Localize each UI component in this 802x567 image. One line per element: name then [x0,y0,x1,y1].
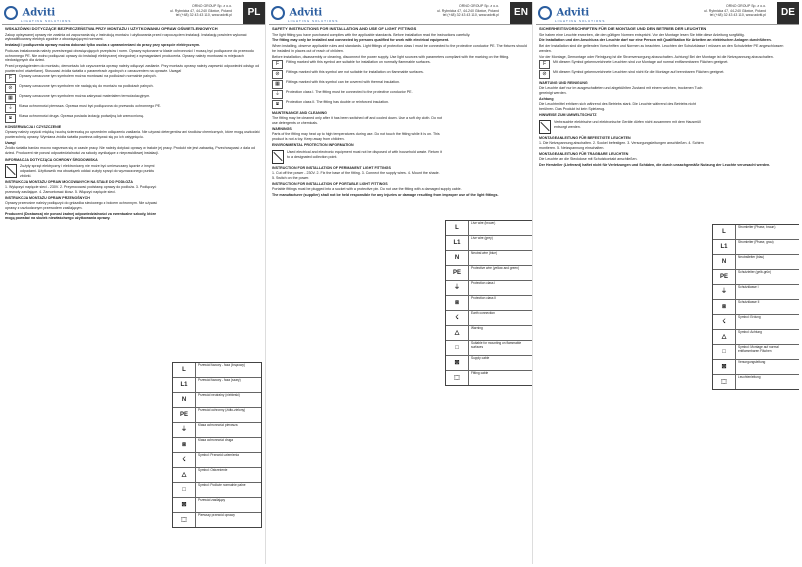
legend-text: Versorgungsleitung [738,360,766,364]
legend-symbol: △ [173,468,196,482]
brand-logo: Adviti LIGHTING SOLUTIONS [4,4,76,22]
section-heading: WARTUNG UND REINIGUNG [539,81,588,86]
symbol-row: F Fitting marked with this symbol are suitable for installation on normally flammable surfaces. [272,60,529,69]
symbol-row: ⊘ Oprawy oznaczone tym symbolem nie nadają się do montażu na podłożach palnych. [5,84,262,93]
section-heading: MONTAGEANLEITUNG FÜR TRAGBARE LEUCHTEN [539,152,629,157]
footer-note: Producent (Dostawca) nie ponosi żadnej odpowiedzialności za ewentualne szkody, które mogą powstać na skutek niewłaściwego użytkowania oprawy. [5,211,157,221]
legend-symbol: PE [173,408,196,422]
legend-row [713,330,799,345]
legend-row [173,468,261,483]
legend-row [446,236,533,251]
symbol-row: ⊘ Fittings marked with this symbol are not suitable for installation on flammable surfaces. [272,70,529,79]
legend-symbol: L [713,225,736,239]
content-de: SICHERHEITSVORSCHRIFTEN FÜR DIE MONTAGE UND DEN BETRIEB DER LEUCHTEN Sie haben eine Leuchte erworben, die den gültigen Normen entspricht. Vor der Montage lesen Sie bitte diese Anleitung sorgfältig. Die Installation und den Anschluss der Leuchte darf nur eine Person mit Qualifikation für Arbeiten an elektrischen Anlagen durchführen. Bei der Installation sind die geltenden Vorschriften und Normen zu beachten. Leuchten der Schutzklasse I müssen an den Schutzleiter PE angeschlossen werden. Vor der Montage, Demontage oder Reinigung ist die Stromversorgung abzuschalten. Achtung! Bei der Montage ist die Netzspannung abzuschalten. F Mit diesem Symbol gekennzeichnete Leuchten sind zur Montage auf normal entflammbaren Flächen geeignet. ⊘ Mit diesem Symbol gekennzeichnete Leuchten sind nicht für die Montage auf brennbaren Flächen geeignet. WARTUNG UND REINIGUNG Die Leuchte darf nur im ausgeschalteten und abgekühlten Zustand mit einem weichen, trockenen Tuch gereinigt werden. Achtung Die Leuchtmittel erhitzen sich während des Betriebs stark. Die Leuchte während des Betriebs nicht berühren. Das Produkt ist kein Spielzeug. HINWEISE ZUM UMWELTSCHUTZ Verbrauchte elektrische und elektronische Geräte dürfen nicht zusammen mit dem Hausmüll entsorgt werden. MONTAGEANLEITUNG FÜR BEFESTIGTE LEUCHTEN 1. Die Netzspannung abschalten. 2. Sockel befestigen. 3. Versorgungsleitungen anschließen. 4. Schirm montieren. 5. Netzspannung einschalten. MONTAGEANLEITUNG FÜR TRAGBARE LEUCHTEN Die Leuchte an die Steckdose mit Schutzkontakt anschließen. Der Hersteller (Lieferant) haftet nicht für Verletzungen und Schäden, die durch unsachgemäße Nutzung der Leuchte verursacht werden. [536,25,799,170]
legend-symbol: ⏚ [713,285,736,299]
logo-icon [4,6,18,20]
symbol-row: ⏚ Klasa ochronności pierwsza. Oprawa musi być podłączona do przewodu ochronnego PE. [5,104,262,113]
footer-note: Der Hersteller (Lieferant) haftet nicht für Verletzungen und Schäden, die durch unsachgemäße Nutzung der Leuchte verursacht werden. [539,162,771,167]
legend-row [173,513,261,527]
legend-symbol: L [446,221,469,235]
title: SICHERHEITSVORSCHRIFTEN FÜR DIE MONTAGE UND DEN BETRIEB DER LEUCHTEN [539,26,707,31]
intro: Zakup opisywanej oprawy nie zwalnia od zapoznania się z instrukcją montażu i użytkowania przed rozpoczęciem instalacji. Instalację powinien wykonać wykwalifikowany elektryk zgodnie z obowiązującymi normami. [5,32,247,42]
legend-symbol: □ [446,341,469,355]
legend-text: Protection class II [471,296,497,300]
legend-row [446,356,533,371]
company-address: ORNO GROUP Sp. z o.o. ul. Rybnicka 47, 44-240 Gliwice, Poland tel (+48) 32 43 43 110, www.adviti.pl [437,4,499,17]
legend-text: Protective wire (yellow and green) [471,266,520,270]
legend-text: Przewód fazowy - faza (szary) [198,378,241,382]
class-1-icon: ⏚ [5,104,16,113]
legend-text: Przewód neutralny (niebieski) [198,393,240,397]
symbol-row: F Mit diesem Symbol gekennzeichnete Leuchten sind zur Montage auf normal entflammbaren Flächen geeignet. [539,60,796,69]
text-with-legend: WARTUNG UND REINIGUNG Die Leuchte darf nur im ausgeschalteten und abgekühlten Zustand mit einem weichen, trockenen Tuch gereinigt werden. Achtung Die Leuchtmittel erhitzen sich während des Betriebs stark. Die Leuchte während des Betriebs nicht berühren. Das Produkt ist kein Spielzeug. HINWEISE ZUM UMWELTSCHUTZ Verbrauchte elektrische und elektronische Geräte dürfen nicht zusammen mit dem Hausmüll entsorgt werden. MONTAGEANLEITUNG FÜR BEFESTIGTE LEUCHTEN 1. Die Netzspannung abschalten. 2. Sockel befestigen. 3. Versorgungsleitungen anschließen. 4. Schirm montieren. 5. Netzspannung einschalten. [539,81,709,150]
legend-row [713,300,799,315]
legend-symbol: PE [446,266,469,280]
legend-row [173,483,261,498]
column-en [269,2,533,564]
legend-row [713,345,799,360]
legend-row [446,266,533,281]
brand-logo: Adviti LIGHTING SOLUTIONS [538,4,610,22]
legend-text: Pierwszy przewód oprawy [198,513,235,517]
legend-symbol: ⧈ [446,296,469,310]
legend-row [173,423,261,438]
legend-symbol: ☇ [713,315,736,329]
legend-row [713,360,799,375]
legend-text: Earth connection [471,311,495,315]
insulation-icon: ▦ [5,94,16,103]
header-en [269,2,532,25]
legend-text: Schutzleiter (gelb-grün) [738,270,772,274]
legend-text: Symbol: Montage auf normal entflammbaren Flächen [738,345,779,353]
legend-text: Przewód fazowy - faza (brązowy) [198,363,245,367]
symbol-legend-pl [172,362,262,528]
legend-text: Suitable for mounting on flammable surfaces [471,341,522,349]
header-de [536,2,799,25]
content-pl: WSKAZÓWKI DOTYCZĄCE BEZPIECZEŃSTWA PRZY MONTAŻU I UŻYTKOWANIU OPRAW OŚWIETLENIOWYCH Zakup opisywanej oprawy nie zwalnia od zapoznania się z instrukcją montażu i użytkowania przed rozpoczęciem instalacji. Instalację powinien wykonać wykwalifikowany elektryk zgodnie z obowiązującymi normami. Instalacji i podłączenia oprawy można dokonać tylko osoba z uprawnieniami do pracy przy sprzęcie elektrycznym. Podczas instalowania należy przestrzegać obowiązujących przepisów i norm. Oprawy wykonane w klasie ochronności I muszą być podłączone do przewodu ochronnego PE. Nie wolno podłączać oprawy do instalacji elektrycznej niezgodnej z wymaganiami producenta. Oprawy należy montować w miejscach niedostępnych dla dzieci. Przed przystąpieniem do montażu, demontażu lub czyszczenia oprawy należy odłączyć zasilanie. Przy montażu oprawy należy zapewnić odpowiedni odstęp od powierzchni oświetlanej. Stosować źródła światła o parametrach zgodnych z oznaczeniem na oprawie. Uwaga! F Oprawy oznaczone tym symbolem można montować na podłożach normalnie palnych. ⊘ Oprawy oznaczone tym symbolem nie nadają się do montażu na podłożach palnych. ▦ Oprawy oznaczone tym symbolem można zakrywać materiałem termoizolacyjnym. ⏚ Klasa ochronności pierwsza. Oprawa musi być podłączona do przewodu ochronnego PE. ⧈ Klasa ochronności druga. Oprawa posiada izolację podwójną lub wzmocnioną. KONSERWACJA I CZYSZCZENIE Oprawy należy czyścić miękką i suchą ściereczką po uprzednim odłączeniu zasilania. Nie używać detergentów ani środków chemicznych, które mogą uszkodzić powierzchnię oprawy. Wymiana źródła światła powinna odbywać się po ich ostygnięciu. Uwagi Źródło światła bardzo mocno nagrzewa się w czasie pracy. Nie należy dotykać oprawy w trakcie jej pracy. Produkt nie jest zabawką. Przechowywać z dala od dzieci. Producent nie ponosi odpowiedzialności za szkody wynikające z nieprawidłowej instalacji. INFORMACJA DOTYCZĄCA OCHRONY ŚRODOWISKA Zużyty sprzęt elektryczny i elektroniczny nie może być umieszczany łącznie z innymi odpadami. Użytkownik ma obowiązek oddać zużyty sprzęt do wyznaczonego punktu zbiórki. INSTRUKCJA MONTAŻU OPRAW MOCOWANYCH NA STAŁE DO PODŁOŻA 1. Wyłączyć napięcie sieci - 230V. 2. Przymocować podstawę oprawy do podłoża. 3. Podłączyć przewody zasilające. 4. Zamontować klosz. 5. Włączyć napięcie sieci. INSTRUKCJA MONTAŻU OPRAW PRZENOŚNYCH Oprawy przenośne należy podłączyć do gniazdka sieciowego z bolcem ochronnym. Nie używać oprawy z uszkodzonym przewodem zasilającym. Producent (Dostawca) nie ponosi żadnej odpowiedzialności za ewentualne szkody, które mogą powstać na skutek niewłaściwego użytkowania oprawy. [2,25,265,224]
legend-row [713,270,799,285]
legend-symbol: ⬚ [446,371,469,385]
legend-row [446,221,533,236]
legend-symbol: ⏚ [446,281,469,295]
legend-text: Schutzklasse II [738,300,760,304]
brand-logo: Adviti LIGHTING SOLUTIONS [271,4,343,22]
legend-text: Symbol: Erdung [738,315,761,319]
flammable-ok-icon: F [539,60,550,69]
legend-symbol: ⊠ [446,356,469,370]
legend-symbol: PE [713,270,736,284]
flammable-no-icon: ⊘ [5,84,16,93]
legend-row [713,225,799,240]
symbol-legend-en [445,220,533,386]
footer-note: The manufacturer (supplier) shall not be held responsible for any injuries or damage resulting from improper use of the light fittings. [272,192,499,197]
legend-text: Stromleiter (Phase, grau) [738,240,774,244]
legend-text: Przewód ochronny (żółto-zielony) [198,408,246,412]
warning-bold: Instalacji i podłączenia oprawy można dokonać tylko osoba z uprawnieniami do pracy przy sprzęcie elektrycznym. [5,43,201,48]
legend-text: Schutzklasse I [738,285,759,289]
language-badge-en: EN [510,2,532,24]
insulation-icon: ▦ [272,80,283,89]
legend-symbol: L1 [446,236,469,250]
class-1-icon: ⏚ [272,90,283,99]
section-heading: ENVIRONMENTAL PROTECTION INFORMATION [272,143,354,148]
legend-symbol: ⬚ [713,375,736,389]
crossed-bin-icon [272,150,284,164]
legend-symbol: N [713,255,736,269]
legend-row [713,240,799,255]
legend-text: Fitting cable [471,371,489,375]
flammable-no-icon: ⊘ [539,70,550,79]
crossed-bin-icon [5,164,17,178]
symbol-row: ⏚ Protection class I. The fitting must be connected to the protective conductor PE. [272,90,529,99]
title: SAFETY INSTRUCTIONS FOR INSTALLATION AND USE OF LIGHT FITTINGS [272,26,417,31]
paragraph: Podczas instalowania należy przestrzegać obowiązujących przepisów i norm. Oprawy wykonane w klasie ochronności I muszą być podłączone do przewodu ochronnego PE. Nie wolno podłączać oprawy do instalacji elektrycznej niezgodnej z wymaganiami producenta. Oprawy należy montować w miejscach niedostępnych dla dzieci. [5,48,254,63]
legend-text: Protection class I [471,281,496,285]
section-heading: INSTRUCTION FOR INSTALLATION OF PERMANENT LIGHT FITTINGS [272,166,391,171]
language-badge-de: DE [777,2,799,24]
symbol-row: ⧈ Protection class II. The fitting has double or reinforced insulation. [272,100,529,109]
legend-row [446,296,533,311]
legend-row [713,315,799,330]
crossed-bin-icon [539,120,551,134]
section-heading: MAINTENANCE AND CLEANING [272,111,327,116]
legend-symbol: N [173,393,196,407]
legend-text: Neutral wire (blue) [471,251,498,255]
flammable-ok-icon: F [5,74,16,83]
legend-symbol: △ [713,330,736,344]
content-en: SAFETY INSTRUCTIONS FOR INSTALLATION AND USE OF LIGHT FITTINGS The light fitting you have purchased complies with the applicable standards. Before installation read the instructions carefully. The fitting may only be installed and connected by persons qualified for work with electrical equipment. When installing, observe applicable rules and standards. Light fittings of protection class I must be connected to the protective conductor PE. The fixtures should be installed in places out of reach of children. Before installation, disassembly or cleaning, disconnect the power supply. Use light sources with parameters compliant with the marking on the fitting. F Fitting marked with this symbol are suitable for installation on normally flammable surfaces. ⊘ Fittings marked with this symbol are not suitable for installation on flammable surfaces. ▦ Fittings marked with this symbol can be covered with thermal insulation. ⏚ Protection class I. The fitting must be connected to the protective conductor PE. ⧈ Protection class II. The fitting has double or reinforced insulation. MAINTENANCE AND CLEANING The fitting may be cleaned only after it has been switched off and cooled down. Use a soft dry cloth. Do not use detergents or chemicals. WARNINGS Parts of the fitting may heat up to high temperatures during use. Do not touch the fitting while it is on. This product is not a toy. Keep away from children. ENVIRONMENTAL PROTECTION INFORMATION Used electrical and electronic equipment must not be disposed of with household waste. Return it to a designated collection point. INSTRUCTION FOR INSTALLATION OF PERMANENT LIGHT FITTINGS 1. Cut off the power - 230V. 2. Fix the base of the fitting. 3. Connect the supply wires. 4. Mount the shade. 5. Switch on the power. INSTRUCTION FOR INSTALLATION OF PORTABLE LIGHT FITTINGS Portable fittings must be plugged into a socket with a protective pin. Do not use the fitting with a damaged supply cable. The manufacturer (supplier) shall not be held responsible for any injuries or damage resulting from improper use of the light fittings. [269,25,532,200]
text-with-legend: INFORMACJA DOTYCZĄCA OCHRONY ŚRODOWISKA Zużyty sprzęt elektryczny i elektroniczny nie może być umieszczany łącznie z innymi odpadami. Użytkownik ma obowiązek oddać zużyty sprzęt do wyznaczonego punktu zbiórki. INSTRUKCJA MONTAŻU OPRAW MOCOWANYCH NA STAŁE DO PODŁOŻA 1. Wyłączyć napięcie sieci - 230V. 2. Przymocować podstawę oprawy do podłoża. 3. Podłączyć przewody zasilające. 4. Zamontować klosz. 5. Włączyć napięcie sieci. INSTRUKCJA MONTAŻU OPRAW PRZENOŚNYCH Oprawy przenośne należy podłączyć do gniazdka sieciowego z bolcem ochronnym. Nie używać oprawy z uszkodzonym przewodem zasilającym. Producent (Dostawca) nie ponosi żadnej odpowiedzialności za ewentualne szkody, które mogą powstać na skutek niewłaściwego użytkowania oprawy. [5,158,165,221]
legend-text: Symbol: Podłoże normalnie palne [198,483,246,487]
legend-symbol: ☇ [173,453,196,467]
legend-row [446,281,533,296]
legend-row [446,326,533,341]
legend-symbol: L [173,363,196,377]
legend-symbol: △ [446,326,469,340]
legend-text: Warning [471,326,483,330]
legend-symbol: ⧈ [173,438,196,452]
header-pl [2,2,265,25]
flammable-ok-icon: F [272,60,283,69]
legend-symbol: ⊠ [173,498,196,512]
legend-row [173,378,261,393]
section-heading: WARNINGS [272,127,292,132]
section-heading: INSTRUCTION FOR INSTALLATION OF PORTABLE LIGHT FITTINGS [272,182,388,187]
legend-row [446,371,533,385]
legend-text: Leuchtenleitung [738,375,761,379]
logo-icon [271,6,285,20]
legend-symbol: L1 [173,378,196,392]
symbol-row: ▦ Oprawy oznaczone tym symbolem można zakrywać materiałem termoizolacyjnym. [5,94,262,103]
symbol-row: ⊘ Mit diesem Symbol gekennzeichnete Leuchten sind nicht für die Montage auf brennbaren Flächen geeignet. [539,70,796,79]
section-heading: MONTAGEANLEITUNG FÜR BEFESTIGTE LEUCHTEN [539,136,631,141]
legend-row [446,311,533,326]
legend-text: Stromleiter (Phase, braun) [738,225,776,229]
column-pl [2,2,266,564]
title: WSKAZÓWKI DOTYCZĄCE BEZPIECZEŃSTWA PRZY MONTAŻU I UŻYTKOWANIU OPRAW OŚWIETLENIOWYCH [5,26,218,31]
symbol-row: ⧈ Klasa ochronności druga. Oprawa posiada izolację podwójną lub wzmocnioną. [5,114,262,123]
legend-text: Symbol: Achtung [738,330,762,334]
legend-symbol: ⬚ [173,513,196,527]
warning-bold: Die Installation und den Anschluss der Leuchte darf nur eine Person mit Qualifikation für Arbeiten an elektrischen Anlagen durchführen. [539,38,772,43]
legend-text: Supply cable [471,356,490,360]
legend-symbol: L1 [713,240,736,254]
legend-text: Symbol: Ostrzeżenie [198,468,228,472]
class-2-icon: ⧈ [272,100,283,109]
column-de [536,2,799,564]
legend-row [173,453,261,468]
legend-text: Live wire (brown) [471,221,496,225]
symbol-row: ▦ Fittings marked with this symbol can be covered with thermal insulation. [272,80,529,89]
language-badge-pl: PL [243,2,265,24]
legend-row [173,393,261,408]
legend-text: Neutralleiter (blau) [738,255,765,259]
legend-symbol: ⧈ [713,300,736,314]
legend-text: Klasa ochronności druga [198,438,234,442]
legend-row [446,341,533,356]
legend-text: Live wire (grey) [471,236,493,240]
text-with-legend: MAINTENANCE AND CLEANING The fitting may be cleaned only after it has been switched off and cooled down. Use a soft dry cloth. Do not use detergents or chemicals. WARNINGS Parts of the fitting may heat up to high temperatures during use. Do not touch the fitting while it is on. This product is not a toy. Keep away from children. ENVIRONMENTAL PROTECTION INFORMATION Used electrical and electronic equipment must not be disposed of with household waste. Return it to a designated collection point. INSTRUCTION FOR INSTALLATION OF PERMANENT LIGHT FITTINGS 1. Cut off the power - 230V. 2. Fix the base of the fitting. 3. Connect the supply wires. 4. Mount the shade. 5. Switch on the power. [272,111,442,180]
legend-text: Przewód zasilający [198,498,226,502]
legend-symbol: □ [713,345,736,359]
section-heading: INSTRUKCJA MONTAŻU OPRAW MOCOWANYCH NA STAŁE DO PODŁOŻA [5,180,133,185]
symbol-legend-de [712,224,799,390]
section-heading: Uwagi [5,141,16,146]
legend-row [173,363,261,378]
flammable-no-icon: ⊘ [272,70,283,79]
legend-text: Symbol: Przewód uziemienia [198,453,239,457]
class-2-icon: ⧈ [5,114,16,123]
legend-row [713,285,799,300]
warning-bold: The fitting may only be installed and connected by persons qualified for work with electrical equipment. [272,38,450,43]
section-heading: HINWEISE ZUM UMWELTSCHUTZ [539,113,597,118]
legend-symbol: □ [173,483,196,497]
section-heading: INFORMACJA DOTYCZĄCA OCHRONY ŚRODOWISKA [5,157,98,162]
section-heading: KONSERWACJA I CZYSZCZENIE [5,125,62,130]
logo-icon [538,6,552,20]
legend-row [446,251,533,266]
company-address: ORNO GROUP Sp. z o.o. ul. Rybnicka 47, 44-240 Gliwice, Poland tel (+48) 32 43 43 110, www.adviti.pl [170,4,232,17]
legend-row [713,255,799,270]
legend-row [173,498,261,513]
company-address: ORNO GROUP Sp. z o.o. ul. Rybnicka 47, 44-240 Gliwice, Poland tel (+48) 32 43 43 110, www.adviti.pl [704,4,766,17]
legend-symbol: ⊠ [713,360,736,374]
symbol-row: F Oprawy oznaczone tym symbolem można montować na podłożach normalnie palnych. [5,74,262,83]
section-heading: Achtung [539,97,554,102]
legend-row [713,375,799,389]
legend-row [173,408,261,423]
section-heading: INSTRUKCJA MONTAŻU OPRAW PRZENOŚNYCH [5,196,90,201]
legend-row [173,438,261,453]
legend-text: Klasa ochronności pierwsza [198,423,238,427]
paragraph: Przed przystąpieniem do montażu, demontażu lub czyszczenia oprawy należy odłączyć zasilanie. Przy montażu oprawy należy zapewnić odpowiedni odstęp od powierzchni oświetlanej. Stosować źródła światła o parametrach zgodnych z oznaczeniem na oprawie. Uwaga! [5,63,260,73]
legend-symbol: N [446,251,469,265]
legend-symbol: ⏚ [173,423,196,437]
legend-symbol: ☇ [446,311,469,325]
